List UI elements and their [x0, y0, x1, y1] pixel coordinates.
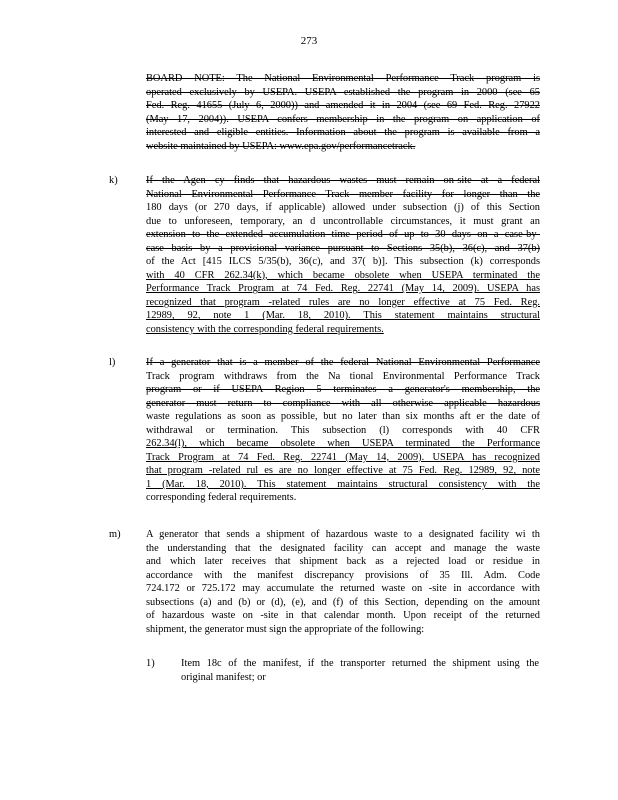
line-text: 12989, 92, note 1 (Mar. 18, 2010). This statement maintains structural — [146, 310, 540, 322]
line-text: If the Agen cy finds that hazardous wastes must remain on-site at a federal — [146, 175, 540, 186]
line-text: of the Act [415 ILCS 5/35(b), 36(c), and 37( b)]. This subsection (k) corresponds — [146, 256, 540, 268]
line-text: extension to the extended accumulation time period of up to 30 days on a case-by- — [146, 229, 540, 241]
item-l-marker: l) — [109, 357, 116, 368]
line-text: interested and eligible entities. Information about the program is available from a — [146, 127, 540, 139]
item-m1-line — [181, 671, 539, 685]
item-k-line — [146, 269, 540, 283]
line-text: case basis by a provisional variance pursuant to Sections 35(b), 36(c), and 37(b) — [146, 242, 540, 254]
item-k-line — [146, 282, 540, 296]
item-k-line — [146, 201, 540, 215]
board-note-line — [146, 99, 540, 113]
item-l-text — [146, 356, 540, 505]
line-text: program or if USEPA Region 5 terminates a generator's membership, the — [146, 384, 540, 396]
board-note-line — [146, 86, 540, 100]
item-m1-text — [181, 657, 539, 684]
line-text: corresponding federal requirements. — [146, 492, 297, 504]
item-l-line — [146, 370, 540, 384]
item-l-line — [146, 437, 540, 451]
line-text: BOARD NOTE: The National Environmental Performance Track program is — [146, 73, 540, 84]
line-text: If a generator that is a member of the federal National Environmental Performance — [146, 357, 540, 368]
item-l-line — [146, 491, 540, 505]
line-text: with 40 CFR 262.34(k), which became obsolete when USEPA terminated the — [146, 269, 540, 281]
item-m-line — [146, 555, 540, 569]
item-k-line — [146, 323, 540, 337]
line-text: withdrawal or termination. This subsection (l) corresponds with 40 CFR — [146, 424, 540, 436]
line-text: website maintained by USEPA: www.epa.gov/performancetrack. — [146, 140, 416, 152]
item-k-line — [146, 188, 540, 202]
line-text: Performance Track Program at 74 Fed. Reg. 22741 (May 14, 2009). USEPA has — [146, 283, 540, 295]
line-text: National Environmental Performance Track member facility for longer than the — [146, 188, 540, 200]
item-k-text — [146, 174, 540, 337]
line-text: Track program withdraws from the Na tional Environmental Performance Track — [146, 370, 540, 382]
item-l-line — [146, 451, 540, 465]
board-note — [146, 72, 540, 153]
item-l-line — [146, 464, 540, 478]
item-m-marker: m) — [109, 529, 121, 540]
line-text: A generator that sends a shipment of hazardous waste to a designated facility wi th — [146, 529, 540, 540]
line-text: 180 days (or 270 days, if applicable) allowed under subsection (j) of this Section — [146, 202, 540, 214]
line-text: 1 (Mar. 18, 2010). This statement maintains structural consistency with the — [146, 478, 540, 490]
line-text: original manifest; or — [181, 671, 266, 683]
item-m-line — [146, 609, 540, 623]
board-note-line — [146, 140, 540, 154]
line-text: subsections (a) and (b) or (d), (e), and (f) of this Section, depending on the amount — [146, 596, 540, 608]
line-text: Item 18c of the manifest, if the transporter returned the shipment using the — [181, 658, 539, 669]
item-l-line — [146, 383, 540, 397]
item-m-line — [146, 623, 540, 637]
line-text: Fed. Reg. 41655 (July 6, 2000)) and amended it in 2004 (see 69 Fed. Reg. 27922 — [146, 100, 540, 112]
item-k-line — [146, 215, 540, 229]
item-m-line — [146, 596, 540, 610]
item-k-line — [146, 309, 540, 323]
item-l-line — [146, 397, 540, 411]
line-text: 724.172 or 725.172 may accumulate the returned waste on -site in accordance with — [146, 583, 540, 595]
board-note-line — [146, 126, 540, 140]
item-m-text — [146, 528, 540, 636]
item-l-line — [146, 410, 540, 424]
line-text: the understanding that the designated facility can accept and manage the waste — [146, 542, 540, 554]
item-m-line — [146, 569, 540, 583]
item-l-line — [146, 424, 540, 438]
item-k-line — [146, 228, 540, 242]
line-text: shipment, the generator must sign the appropriate of the following: — [146, 623, 425, 635]
item-k-line — [146, 255, 540, 269]
board-note-line — [146, 113, 540, 127]
item-m-line — [146, 542, 540, 556]
line-text: and which later receives that shipment back as a rejected load or residue in — [146, 556, 540, 568]
line-text: of hazardous waste on -site in that calendar month. Upon receipt of the returned — [146, 610, 540, 622]
item-m-line — [146, 582, 540, 596]
line-text: Track Program at 74 Fed. Reg. 22741 (May 14, 2009). USEPA has recognized — [146, 451, 540, 463]
item-l-line — [146, 356, 540, 370]
line-text: waste regulations as soon as possible, but no later than six months aft er the date of — [146, 411, 540, 423]
page-number: 273 — [300, 35, 318, 47]
item-m1-marker: 1) — [146, 658, 155, 669]
line-text: operated exclusively by USEPA. USEPA established the program in 2000 (see 65 — [146, 86, 540, 98]
line-text: (May 17, 2004)). USEPA confers membership in the program on application of — [146, 113, 540, 125]
item-k-line — [146, 174, 540, 188]
line-text: generator must return to compliance with all otherwise applicable hazardous — [146, 397, 540, 409]
line-text: recognized that program -related rules are no longer effective at 75 Fed. Reg. — [146, 296, 540, 308]
item-k-marker: k) — [109, 175, 118, 186]
line-text: accordance with the manifest discrepancy provisions of 35 Ill. Adm. Code — [146, 569, 540, 581]
item-m1-line — [181, 657, 539, 671]
item-m-line — [146, 528, 540, 542]
line-text: that program -related rul es are no longer effective at 75 Fed. Reg. 12989, 92, note — [146, 465, 540, 477]
item-k-line — [146, 242, 540, 256]
line-text: 262.34(l), which became obsolete when USEPA terminated the Performance — [146, 438, 540, 450]
line-text: consistency with the corresponding federal requirements. — [146, 324, 384, 336]
board-note-line — [146, 72, 540, 86]
line-text: due to unforeseen, temporary, an d uncontrollable circumstances, it must grant an — [146, 215, 540, 227]
item-k-line — [146, 296, 540, 310]
item-l-line — [146, 478, 540, 492]
